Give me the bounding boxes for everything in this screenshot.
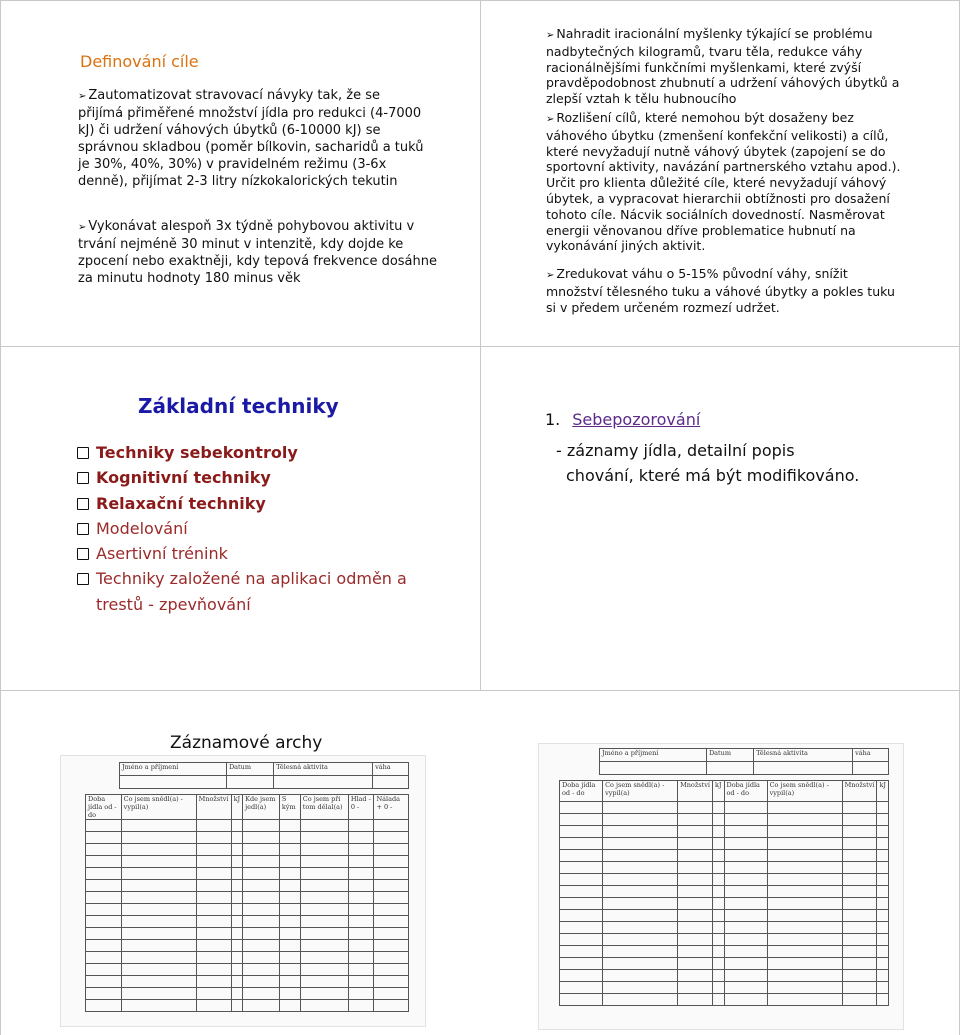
meta-cell: Datum <box>226 763 273 776</box>
slide2-bullet-2-text: Rozlišení cílů, které nemohou být dosaženy bez váhového úbytku (zmenšení konfekční velikosti) a cílů, které nevyžadují nutně váhový úbytek (zapojení se do sportovní aktivity, navázání partnerského vztahu apod.). Určit pro klienta důležité cíle, které nevyžadují váhový úbytek, a vypracovat hierarchii obtížnosti pro dosažení tohoto cíle. Nácvik sociálních dovedností. Nasměrovat energii věnovanou dříve problematice hubnutí na vykonávání jiných aktivit. <box>546 110 901 254</box>
meta-cell: Datum <box>706 749 753 762</box>
slide-sebepozorovani <box>480 346 960 691</box>
sheet-a-grid <box>85 794 409 1012</box>
checkbox-bullet-icon <box>77 573 89 585</box>
slide4-line-1: - záznamy jídla, detailní popis <box>556 441 795 460</box>
checkbox-bullet-icon <box>77 472 89 484</box>
list-item <box>74 516 454 541</box>
list-item-label: Kognitivní techniky <box>96 468 271 488</box>
list-item <box>74 566 454 617</box>
list-item <box>74 541 454 566</box>
list-item <box>74 491 454 516</box>
arrow-bullet-icon: ➢ <box>546 114 555 125</box>
list-item-label: Modelování <box>96 518 188 538</box>
slide2-bullet-2 <box>546 110 906 254</box>
checkbox-bullet-icon <box>77 523 89 535</box>
column-header: Kde jsem jedl(a) <box>243 795 280 820</box>
list-item <box>74 440 454 465</box>
meta-cell: Jméno a příjmení <box>120 763 227 776</box>
column-header: S kým <box>279 795 300 820</box>
column-header: kJ <box>712 781 724 802</box>
list-item-label: Techniky sebekontroly <box>96 443 298 462</box>
slide4-heading <box>545 410 700 429</box>
meta-cell: Tělesná aktivita <box>754 749 853 762</box>
column-header: Co jsem při tom dělal(a) <box>300 795 348 820</box>
column-header: Co jsem snědl(a) - vypil(a) <box>603 781 678 802</box>
slide1-bullet-1-text: Zautomatizovat stravovací návyky tak, že se přijímá přiměřené množství jídla pro redukci (4-7000 kJ) či udržení váhových úbytků (6-10000 kJ) se správnou skladbou (poměr bílkovin, sacharidů a tuků je 30%, 40%, 30%) v pravidelném režimu (3-6x denně), přijímat 2-3 litry nízkokalorických tekutin <box>78 88 424 189</box>
arrow-bullet-icon: ➢ <box>78 222 87 233</box>
list-item-label: Asertivní trénink <box>96 544 228 564</box>
arrow-bullet-icon: ➢ <box>78 91 87 102</box>
slide4-description <box>556 438 936 488</box>
meta-cell: váha <box>373 763 409 776</box>
slide4-number: 1. <box>545 410 561 429</box>
slide1-bullet-1 <box>78 87 428 190</box>
slide1-bullet-2-text: Vykonávat alespoň 3x týdně pohybovou aktivitu v trvání nejméně 30 minut v intenzitě, kdy dojde ke zpocení nebo exaktněji, kdy tepová frekvence dosáhne za minutu hodnoty 180 minus věk <box>78 219 438 286</box>
checkbox-bullet-icon <box>77 548 89 560</box>
list-item-label: Techniky založené na aplikaci odměn a trestů - zpevňování <box>96 569 407 614</box>
column-header: kJ <box>877 781 889 802</box>
meta-cell: Jméno a příjmení <box>600 749 707 762</box>
column-header: Doba jídla od - do <box>560 781 603 802</box>
slide2-bullet-1 <box>546 26 906 107</box>
column-header: Doba jídla od - do <box>86 795 122 820</box>
slide2-bullet-3-text: Zredukovat váhu o 5-15% původní váhy, snížit množství tělesného tuku a váhové úbytky a pokles tuku si v předem určeném rozmezí udržet. <box>546 266 895 315</box>
slide2-bullet-1-text: Nahradit iracionální myšlenky týkající se problému nadbytečných kilogramů, tvaru těla, redukce váhy racionálnějšími funkčními myšlenkami, které zvýší pravděpodobnost zhubnutí a udržení váhových úbytků a zlepší vztah k tělu hubnoucího <box>546 26 900 107</box>
slide1-title: Definování cíle <box>80 52 199 71</box>
sheet-b-grid <box>559 780 889 1006</box>
column-header: Doba jídla od - do <box>724 781 767 802</box>
list-item <box>74 465 454 490</box>
checkbox-bullet-icon <box>77 447 89 459</box>
column-header: Hlad - 0 - <box>348 795 374 820</box>
slide5-title: Záznamové archy <box>170 733 323 753</box>
slide3-title: Základní techniky <box>138 394 339 418</box>
arrow-bullet-icon: ➢ <box>546 30 555 41</box>
record-sheet-a <box>60 755 426 1027</box>
column-header: Co jsem snědl(a) - vypil(a) <box>121 795 196 820</box>
column-header: Množství <box>678 781 713 802</box>
slide4-line-2: chování, které má být modifikováno. <box>566 466 860 485</box>
meta-cell: váha <box>853 749 889 762</box>
column-header: Nálada + 0 - <box>374 795 409 820</box>
list-item-label: Relaxační techniky <box>96 493 266 513</box>
column-header: kJ <box>231 795 243 820</box>
column-header: Množství <box>842 781 877 802</box>
sheet-b-meta <box>599 748 889 775</box>
sheet-a-meta <box>119 762 409 789</box>
sebepozorovani-link[interactable]: Sebepozorování <box>572 410 701 429</box>
column-header: Co jsem snědl(a) - vypil(a) <box>767 781 842 802</box>
techniques-list <box>74 440 454 617</box>
record-sheet-b <box>538 743 904 1030</box>
arrow-bullet-icon: ➢ <box>546 270 555 281</box>
meta-cell: Tělesná aktivita <box>274 763 373 776</box>
checkbox-bullet-icon <box>77 498 89 510</box>
column-header: Množství <box>196 795 231 820</box>
slide2-bullet-3 <box>546 266 906 315</box>
slide1-bullet-2 <box>78 218 438 287</box>
